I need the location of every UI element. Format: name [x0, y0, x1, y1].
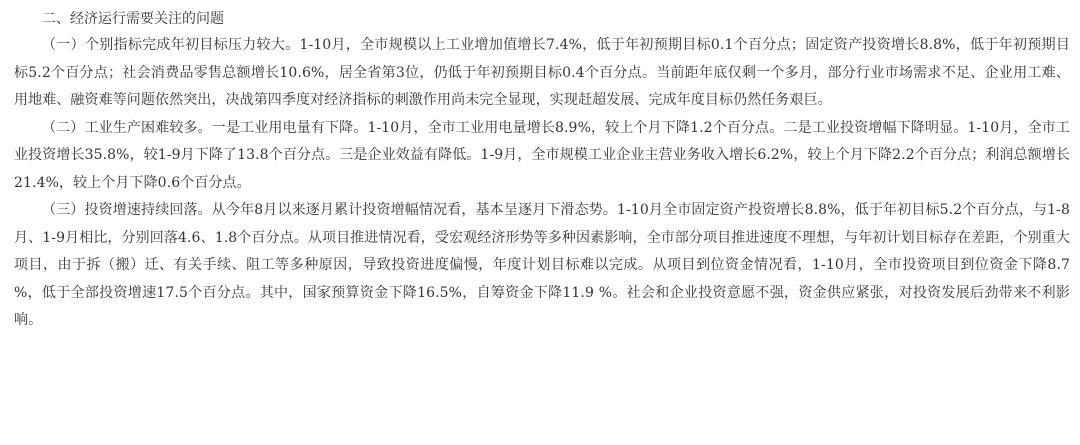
paragraph-industrial-difficulties: （二）工业生产困难较多。一是工业用电量有下降。1-10月，全市工业用电量增长8.9%，较上个月下降1.2个百分点。二是工业投资增幅下降明显。1-10月，全市工业投资增长35.8%，较1-9月下降了13.8个百分点。三是企业效益有降低。1-9月，全市规模工业企业主营业务收入增长6.2%，较上个月下降2.2个百分点；利润总额增长21.4%，较上个月下降0.6个百分点。 — [14, 119, 1070, 191]
paragraph-investment-decline: （三）投资增速持续回落。从今年8月以来逐月累计投资增幅情况看，基本呈逐月下滑态势。1-10月全市固定资产投资增长8.8%，低于年初目标5.2个百分点，与1-8月、1-9月相比，分别回落4.6、1.8个百分点。从项目推进情况看，受宏观经济形势等多种因素影响，全市部分项目推进速度不理想，与年初计划目标存在差距，个别重大项目，由于拆（搬）迁、有关手续、阻工等多种原因，导致投资进度偏慢，年度计划目标难以完成。从项目到位资金情况看，1-10月，全市投资项目到位资金下降8.7 %，低于全部投资增速17.5个百分点。其中，国家预算资金下降16.5%，自筹资金下降11.9 %。社会和企业投资意愿不强，资金供应紧张，对投资发展后劲带来不利影响。 — [14, 202, 1070, 328]
section-heading: 二、经济运行需要关注的问题 — [42, 11, 224, 27]
paragraph-indicator-pressure: （一）个别指标完成年初目标压力较大。1-10月，全市规模以上工业增加值增长7.4%，低于年初预期目标0.1个百分点；固定资产投资增长8.8%，低于年初预期目标5.2个百分点；社会消费品零售总额增长10.6%，居全省第3位，仍低于年初预期目标0.4个百分点。当前距年底仅剩一个多月，部分行业市场需求不足、企业用工难、用地难、融资难等问题依然突出，决战第四季度对经济指标的刺激作用尚未完全显现，实现赶超发展、完成年度目标仍然任务艰巨。 — [14, 37, 1070, 108]
